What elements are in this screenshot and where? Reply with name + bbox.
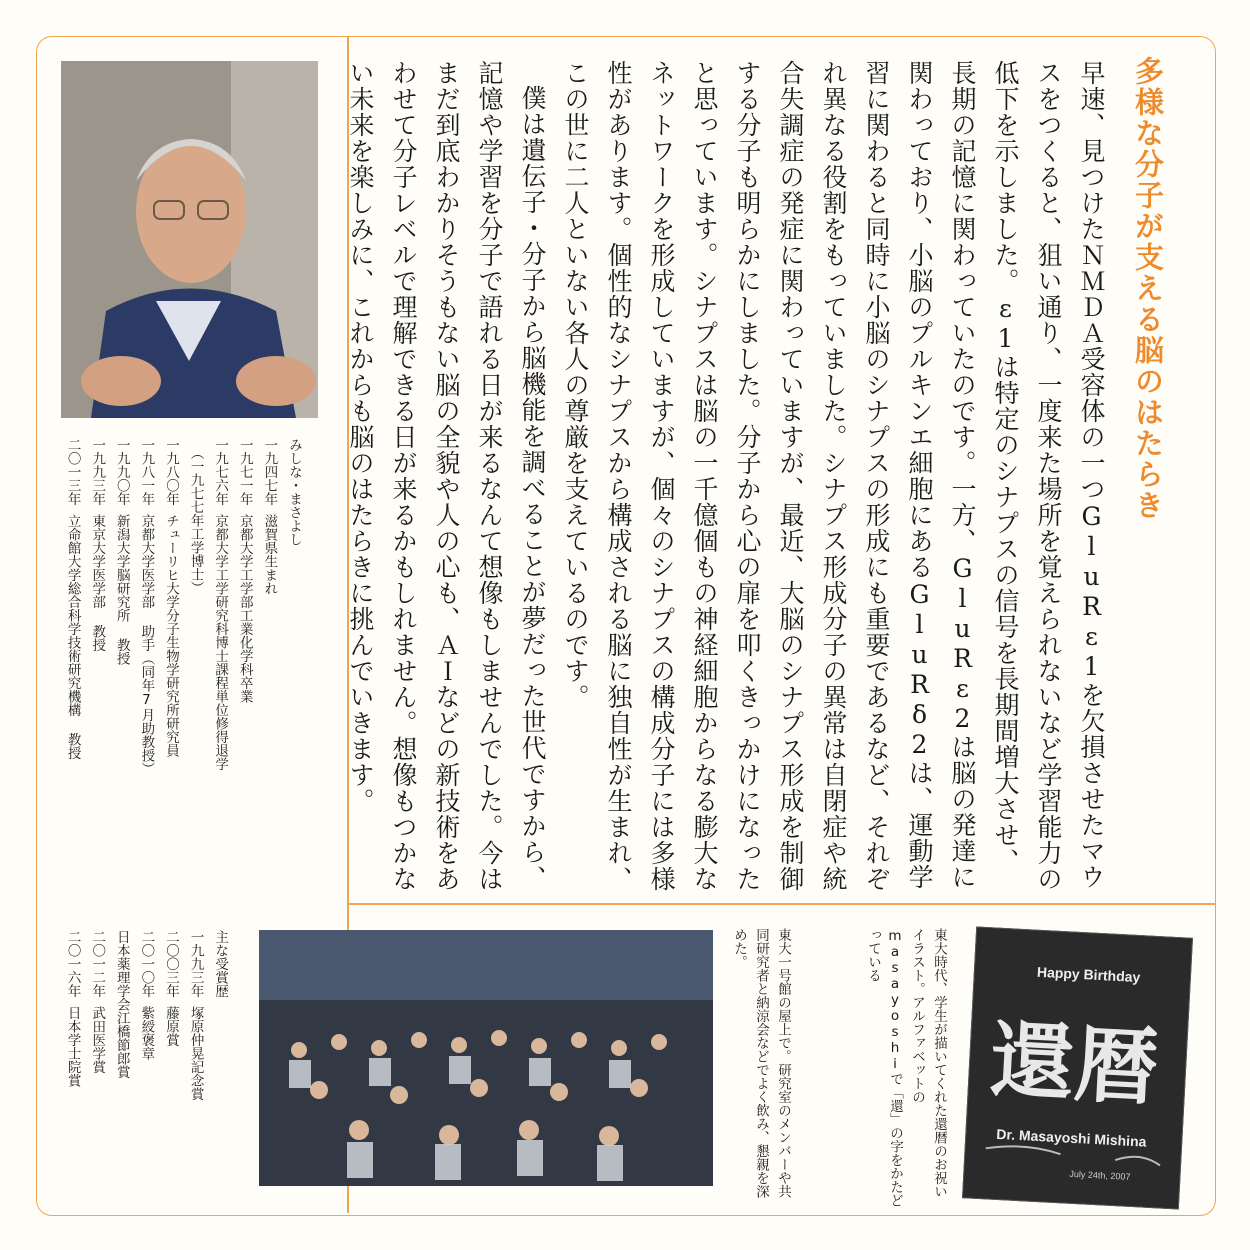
awards-heading: 主な受賞歴 bbox=[212, 930, 229, 998]
group-photo bbox=[259, 930, 713, 1186]
history-row: 一九八一年京都大学医学部 助手（同年7月助教授） bbox=[138, 438, 155, 775]
section-divider bbox=[349, 903, 1215, 905]
award-row: 一九九三年塚原仲晃記念賞 bbox=[187, 930, 204, 1100]
award-row: 二〇一二年武田医学賞 bbox=[89, 930, 106, 1073]
awards-list bbox=[60, 930, 232, 1210]
award-row: 二〇〇三年藤原賞 bbox=[162, 930, 179, 1046]
essay-paragraph: 早速、見つけたＮＭＤＡ受容体の一つGluRε1を欠損させたマウスをつくると、狙い通り、一度来た場所を覚えられないなど学習能力の低下を示しました。ε1は特定のシナプスの信号を長期間増大させ、長期の記憶に関わっていたのです。一方、GluRε2は脳の発達に関わっており、小脳のプルキンエ細胞にあるGluRδ2は、運動学習に関わると同時に小脳のシナプスの形成にも重要であるなど、それぞれ異なる役割をもっていました。シナプス形成分子の異常は自閉症や統合失調症の発症に関わっていますが、最近、大脳のシナプス形成を制御する分子も明らかにしました。分子から心の扉を叩くきっかけになったと思っています。シナプスは脳の一千億個もの神経細胞からなる膨大なネットワークを形成していますが、個々のシナプスの構成分子には多様性があります。個性的なシナプスから構成される脳に独自性が生まれ、この世に二人といない各人の尊厳を支えているのです。 bbox=[561, 60, 1106, 892]
profile-history bbox=[60, 438, 306, 898]
history-row: 一九四七年滋賀県生まれ bbox=[261, 438, 278, 595]
award-row: 二〇一六年日本学士院賞 bbox=[64, 930, 81, 1087]
history-row: 一九九三年東京大学医学部 教授 bbox=[89, 438, 106, 651]
history-row: 一九七一年京都大学工学部工業化学科卒業 bbox=[236, 438, 253, 703]
portrait-photo bbox=[61, 61, 318, 418]
history-row: 一九九〇年新潟大学脳研究所 教授 bbox=[113, 438, 130, 665]
profile-name: みしな・まさよし bbox=[285, 438, 302, 546]
card-date: July 24th, 2007 bbox=[1069, 1168, 1131, 1182]
birthday-card bbox=[962, 927, 1193, 1210]
essay-paragraph: 僕は遺伝子・分子から脳機能を調べることが夢だった世代ですから、記憶や学習を分子で語れる日が来るなんて想像もしませんでした。今はまだ到底わかりそうもない脳の全貌や人の心も、ＡＩなどの新技術をあわせて分子レベルで理解できる日が来るかもしれません。想像もつかない未来を楽しみに、これからも脳のはたらきに挑んでいきます。 bbox=[346, 60, 547, 892]
card-greeting: Happy Birthday bbox=[1036, 963, 1141, 986]
award-row: 日本薬理学会江橋節郎賞 bbox=[113, 930, 130, 1079]
history-row: 一九七六年京都大学工学研究科博士課程単位修得退学 bbox=[212, 438, 229, 770]
history-row: （一九七七年工学博士） bbox=[187, 446, 204, 595]
card-name: Dr. Masayoshi Mishina bbox=[996, 1125, 1147, 1150]
essay-body bbox=[346, 60, 1113, 895]
history-row: 二〇一三年立命館大学総合科学技術研究機構 教授 bbox=[64, 438, 81, 759]
card-kanji: 還暦 bbox=[987, 1010, 1161, 1118]
award-row: 二〇一〇年紫綬褒章 bbox=[138, 930, 155, 1060]
history-row: 一九八〇年チューリヒ大学分子生物学研究所研究員 bbox=[162, 438, 179, 757]
card-caption: 東大時代、学生が描いてくれた還暦のお祝いイラスト。アルファベットのmasayoshiで「還」の字をかたどっている bbox=[865, 928, 947, 1207]
group-photo-caption: 東大一号館の屋上で。研究室のメンバーや共同研究者と納涼会などでよく飲み、懇親を深めた。 bbox=[731, 928, 791, 1198]
article-title: 多様な分子が支える脳のはたらき bbox=[1131, 56, 1165, 521]
